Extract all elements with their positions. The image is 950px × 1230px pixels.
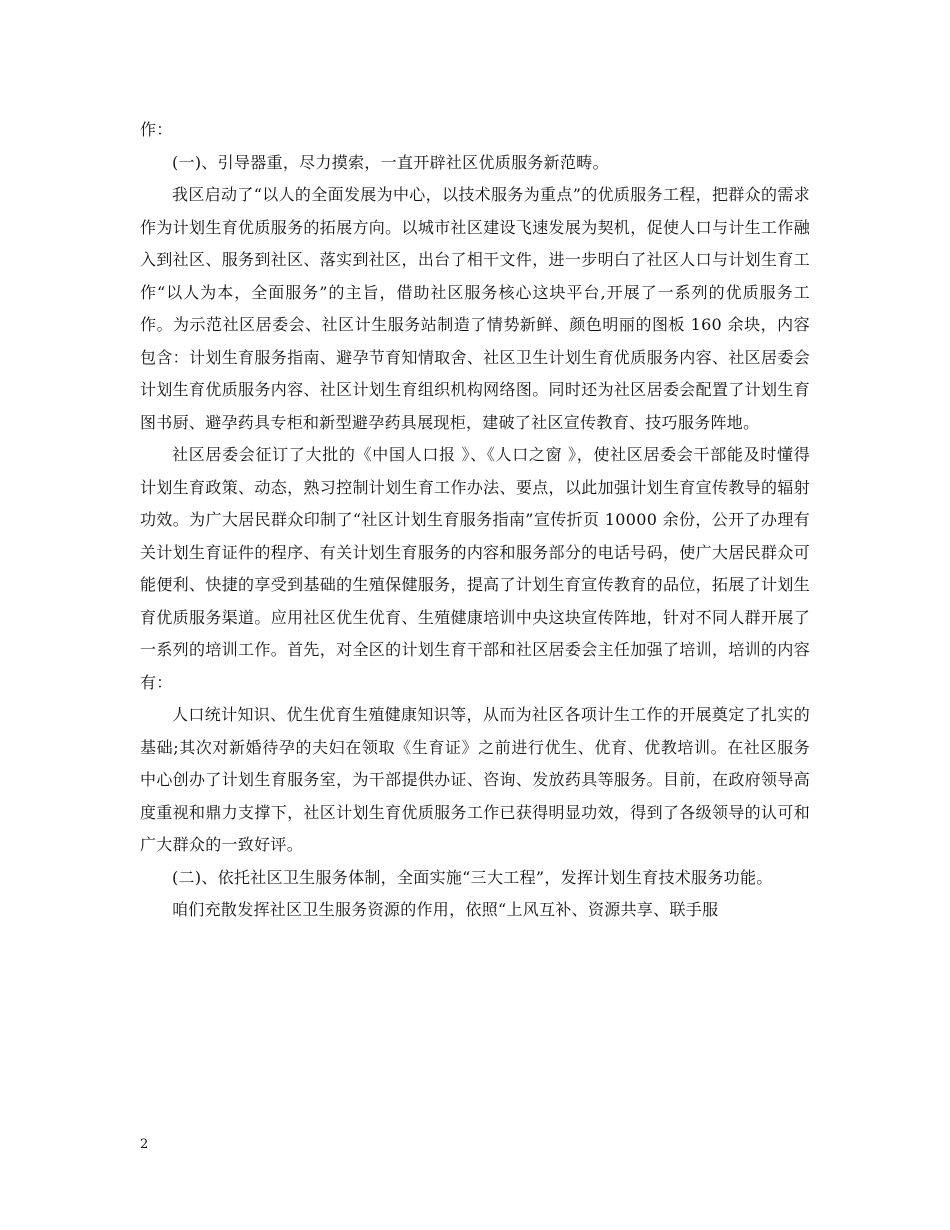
paragraph: 咱们充散发挥社区卫生服务资源的作用，依照“上风互补、资源共享、联手服	[172, 900, 719, 919]
paragraph: 人口统计知识、优生优育生殖健康知识等，从而为社区各项计生工作的开展奠定了扎实的基础;其次对新婚待孕的夫妇在领取《生育证》之前进行优生、优育、优教培训。在社区服务中心创办了计划生育服务室，为干部提供办证、咨询、发放药具等服务。目前，在政府领导高度重视和鼎力支撑下，社区计划生育优质服务工作已获得明显功效，得到了各级领导的认可和广大群众的一致好评。	[140, 705, 810, 854]
page-number: 2	[140, 1137, 149, 1152]
document-body	[140, 114, 810, 927]
section-heading-one: (一)、引导器重，尽力摸索，一直开辟社区优质服务新范畴。	[172, 152, 609, 172]
paragraph: 社区居委会征订了大批的《中国人口报 》、《人口之窗 》，使社区居委会干部能及时懂得计划生育政策、动态，熟习控制计划生育工作办法、要点，以此加强计划生育宣传教导的辐射功效。为广大居民群众印制了“社区计划生育服务指南”宣传折页 10000 余份，公开了办理有关计划生育证件的程序、有关计划生育服务的内容和服务部分的电话号码，使广大居民群众可能便利、快捷的享受到基础的生殖保健服务，提高了计划生育宣传教育的品位，拓展了计划生育优质服务渠道。应用社区优生优育、生殖健康培训中央这块宣传阵地，针对不同人群开展了一系列的培训工作。首先，对全区的计划生育干部和社区居委会主任加强了培训，培训的内容有：	[140, 445, 810, 692]
paragraph: 我区启动了“以人的全面发展为中心，以技术服务为重点”的优质服务工程，把群众的需求作为计划生育优质服务的拓展方向。以城市社区建设飞速发展为契机，促使人口与计生工作融入到社区、服务到社区、落实到社区，出台了相干文件，进一步明白了社区人口与计划生育工作“以人为本，全面服务”的主旨，借助社区服务核心这块平台,开展了一系列的优质服务工作。为示范社区居委会、社区计生服务站制造了情势新鲜、颜色明丽的图板 160 余块，内容包含：计划生育服务指南、避孕节育知情取舍、社区卫生计划生育优质服务内容、社区居委会计划生育优质服务内容、社区计划生育组织机构网络图。同时还为社区居委会配置了计划生育图书厨、避孕药具专柜和新型避孕药具展现柜，建破了社区宣传教育、技巧服务阵地。	[140, 185, 810, 432]
section-heading-two: (二)、依托社区卫生服务体制，全面实施“三大工程”，发挥计划生育技术服务功能。	[172, 867, 773, 887]
paragraph-continuation: 作：	[140, 120, 173, 139]
